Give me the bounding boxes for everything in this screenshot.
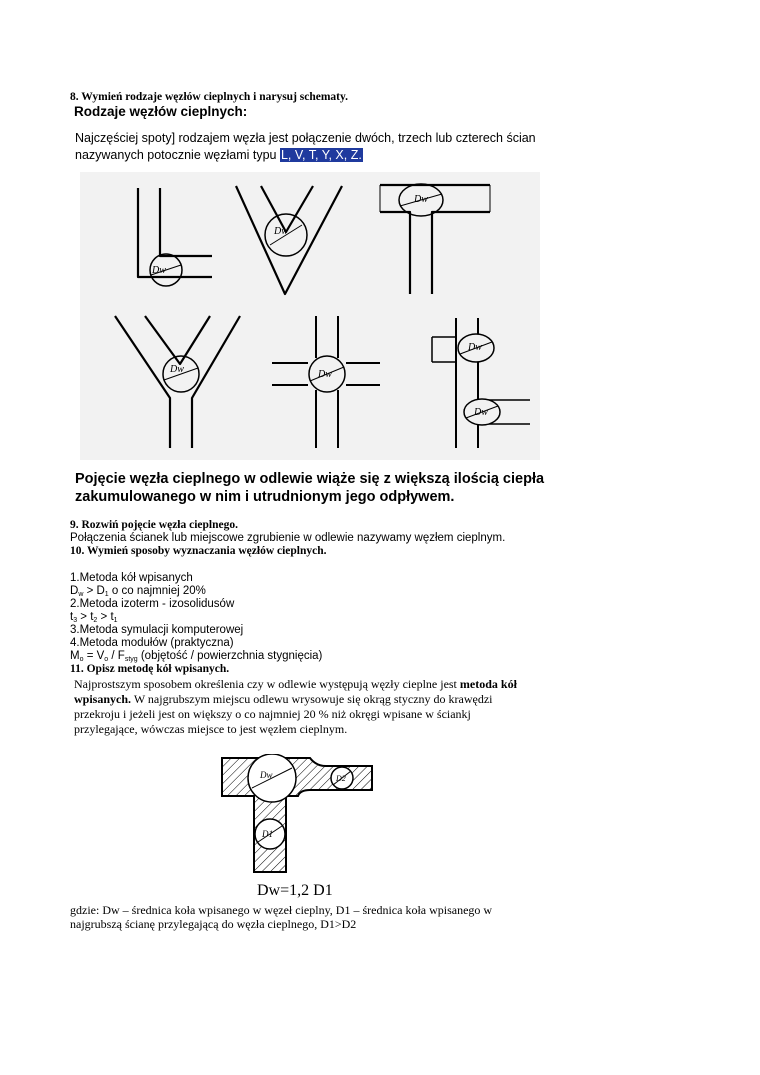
y-dw-label: Dw — [170, 364, 184, 375]
q11-where-line2: najgrubszą ścianę przylegającą do węzła cieplnego, D1>D2 — [70, 917, 357, 931]
q8-caption-line1: Pojęcie węzła cieplnego w odlewie wiąże się z większą ilością ciepła — [75, 471, 545, 487]
q11-where-line1: gdzie: Dw – średnica koła wpisanego w węzeł cieplny, D1 – średnica koła wpisanego w — [70, 903, 493, 917]
fig-d2-label: D2 — [336, 774, 346, 783]
q10-method1: 1.Metoda kół wpisanych — [70, 572, 193, 584]
q10-title: 10. Wymień sposoby wyznaczania węzłów cieplnych. — [70, 545, 327, 557]
x-dw-label: Dw — [318, 369, 332, 380]
q10-method4: 4.Metoda modułów (praktyczna) — [70, 637, 234, 649]
q9-title: 9. Rozwiń pojęcie węzła cieplnego. — [70, 519, 238, 531]
z-dw-bottom-label: Dw — [474, 407, 488, 418]
joint-types-figure — [80, 172, 540, 460]
q11-paragraph-line2: wpisanych. W najgrubszym miejscu odlewu wrysowuje się okrąg styczny do krawędzi — [74, 692, 493, 706]
q10-method2-formula: $t_3 > t_2 > t_1$ — [70, 611, 118, 624]
q11-title: 11. Opisz metodę kół wpisanych. — [70, 663, 230, 675]
q11-paragraph-line4: przylegające, wówczas miejsce to jest węzłem cieplnym. — [74, 722, 348, 736]
q10-method1-formula: $D_w > D_1$ o co najmniej 20% — [70, 585, 206, 598]
q8-heading: Rodzaje węzłów cieplnych: — [74, 104, 248, 119]
q10-method3: 3.Metoda symulacji komputerowej — [70, 624, 244, 636]
t-dw-label: Dw — [414, 194, 428, 205]
fig-d1-label: D1 — [262, 829, 273, 839]
inscribed-circles-figure — [218, 754, 376, 876]
q8-caption-line2: zakumulowanego w nim i utrudnionym jego odpływem. — [75, 489, 455, 505]
q8-intro-prefix: nazywanych potocznie węzłami typu — [75, 148, 280, 162]
fig-dw-label: Dw — [260, 770, 273, 780]
q8-title: 8. Wymień rodzaje węzłów cieplnych i narysuj schematy. — [70, 91, 348, 103]
q10-method4-formula: $M_o = V_o / F_{styg}$ (objętość / powierzchnia stygnięcia) — [70, 650, 323, 663]
v-dw-label: Dw — [274, 226, 288, 237]
q9-text: Połączenia ścianek lub miejscowe zgrubienie w odlewie nazywamy węzłem cieplnym. — [70, 532, 506, 544]
q10-method2: 2.Metoda izoterm - izosolidusów — [70, 598, 235, 610]
q8-intro-line2 — [75, 148, 363, 162]
q11-formula: Dw=1,2 D1 — [257, 882, 333, 899]
q11-paragraph-line3: przekroju i jeżeli jest on większy o co najmniej 20 % niż okręgi wpisane w ściankj — [74, 707, 471, 721]
q8-intro-types-highlight[interactable]: L, V, T, Y, X, Z. — [280, 148, 362, 162]
q8-intro-line1: Najczęściej spoty] rodzajem węzła jest połączenie dwóch, trzech lub czterech ścian — [75, 131, 536, 145]
l-dw-label: Dw — [152, 265, 166, 276]
q11-paragraph-line1: Najprostszym sposobem określenia czy w odlewie występują węzły cieplne jest metoda kół — [74, 677, 517, 691]
z-dw-top-label: Dw — [468, 342, 482, 353]
